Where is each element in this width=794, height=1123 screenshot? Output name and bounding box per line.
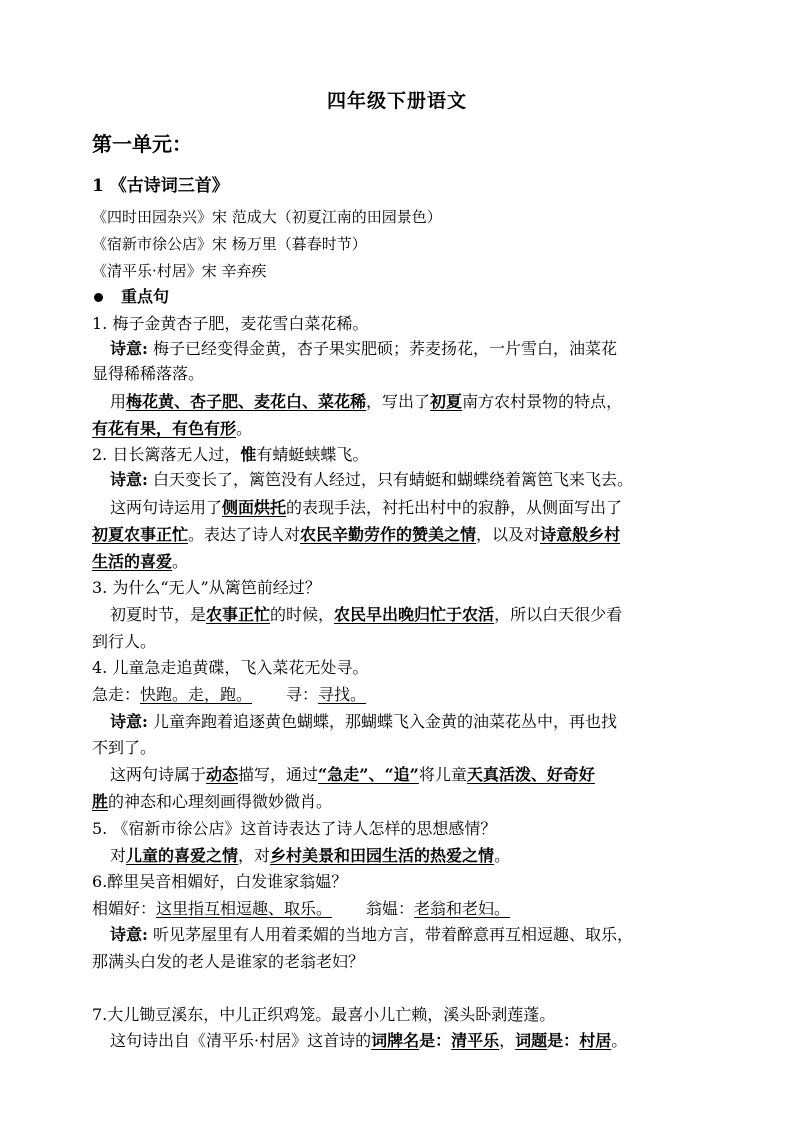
q1-line: 1. 梅子金黄杏子肥，麦花雪白菜花稀。 (92, 314, 369, 333)
section-label: 重点句 (121, 287, 170, 306)
q4-shiyi-cont: 不到了。 (92, 738, 157, 757)
key-phrase: 初夏 (430, 392, 463, 411)
word-label: 寻： (286, 685, 319, 704)
lesson-heading: 1 《古诗词三首》 (92, 176, 229, 196)
key-phrase: 农民早出晚归忙于农活 (334, 605, 495, 624)
text: 初夏时节，是 (110, 605, 207, 624)
key-phrase: 乡村美景和田园生活的热爱之情 (270, 846, 495, 865)
q2-analysis-end (92, 550, 188, 574)
q2-shiyi-text: 白天变长了，篱笆没有人经过，只有蜻蜓和蝴蝶绕着篱笆飞来飞去。 (147, 470, 634, 489)
text: 。表达了诗人对 (188, 525, 301, 544)
text: 这两句诗运用了 (110, 498, 223, 517)
q1-shiyi-text: 梅子已经变得金黄，杏子果实肥硕；荞麦扬花，一片雪白，油菜花 (147, 339, 618, 358)
text: 描写，通过 (238, 765, 319, 784)
q2-shiyi (110, 468, 633, 492)
text: 将儿童 (418, 765, 467, 784)
word-meaning: 快跑。走，跑。 (140, 685, 253, 704)
text: 这句诗出自《清平乐·村居》这首诗的 (110, 1031, 372, 1050)
text: ， (499, 1031, 516, 1050)
text: ，以及对 (476, 525, 541, 544)
key-phrase: 天真活泼、好奇好 (466, 765, 595, 784)
q6-shiyi-text: 听见茅屋里有人用着柔媚的当地方言，带着醉意再互相逗趣、取乐， (147, 925, 634, 944)
shiyi-label: 诗意: (110, 470, 148, 489)
text: 是： (547, 1031, 580, 1050)
text: 2. 日长篱落无人过， (92, 445, 241, 464)
shiyi-label: 诗意: (110, 925, 148, 944)
key-phrase: 生活的喜爱 (92, 552, 173, 571)
q1-analysis (110, 390, 622, 414)
text: 有蜻蜓蛱蝶飞。 (256, 445, 369, 464)
bullet-icon (94, 293, 103, 302)
text: 的时候， (270, 605, 335, 624)
shiyi-label: 诗意: (110, 712, 148, 731)
key-word: 惟 (240, 445, 257, 464)
key-phrase: 有花有果，有色有形 (92, 419, 237, 438)
q6-shiyi (110, 923, 633, 947)
q6-shiyi-cont: 那满头白发的老人是谁家的老翁老妇？ (92, 952, 365, 971)
text: 用 (110, 392, 127, 411)
text: 。 (494, 846, 511, 865)
q4-analysis-cont (92, 790, 332, 814)
text: 这两句诗属于 (110, 765, 207, 784)
q2-analysis-cont (92, 523, 620, 547)
key-phrase: 农事正忙 (206, 605, 271, 624)
word-label: 翁媪： (366, 899, 415, 918)
text: ，所以白天很少看 (494, 605, 623, 624)
shiyi-label: 诗意: (110, 339, 148, 358)
q7-answer (110, 1029, 627, 1053)
text: 。 (172, 552, 189, 571)
q4-line: 4. 儿童急走追黄碟，飞入菜花无处寻。 (92, 658, 369, 677)
key-phrase: 清平乐 (451, 1031, 500, 1050)
key-phrase: 动态 (206, 765, 239, 784)
key-phrase: 初夏农事正忙 (92, 525, 189, 544)
key-phrase: 村居 (579, 1031, 612, 1050)
poem-line-3: 《清平乐·村居》宋 辛弃疾 (92, 262, 267, 280)
key-phrase: “急走”、“追” (318, 765, 419, 784)
q6-words (92, 897, 510, 921)
word-meaning: 寻找。 (318, 685, 367, 704)
poem-line-2: 《宿新市徐公店》宋 杨万里（暮春时节） (92, 235, 367, 253)
key-phrase: 农民辛勤劳作的赞美之情 (300, 525, 477, 544)
text: 的表现手法，衬托出村中的寂静，从侧面写出了 (286, 498, 623, 517)
q2-line (92, 443, 368, 467)
word-meaning: 这里指互相逗趣、取乐。 (156, 899, 333, 918)
text: 。 (611, 1031, 628, 1050)
q5-line: 5. 《宿新市徐公店》这首诗表达了诗人怎样的思想感情？ (92, 819, 497, 838)
q3-line: 3. 为什么“无人”从篱笆前经过？ (92, 578, 321, 597)
poem-line-1: 《四时田园杂兴》宋 范成大（初夏江南的田园景色） (92, 208, 442, 226)
q4-shiyi-text: 儿童奔跑着追逐黄色蝴蝶，那蝴蝶飞入金黄的油菜花丛中，再也找 (147, 712, 618, 731)
section-heading (92, 285, 169, 309)
key-phrase: 侧面烘托 (222, 498, 287, 517)
q4-shiyi (110, 710, 617, 734)
q3-answer-cont: 到行人。 (92, 632, 157, 651)
q3-answer (110, 603, 622, 627)
key-phrase: 儿童的喜爱之情 (126, 846, 239, 865)
text: ，写出了 (366, 392, 431, 411)
key-phrase: 诗意般乡村 (540, 525, 621, 544)
text: 是： (419, 1031, 452, 1050)
q2-analysis (110, 496, 622, 520)
unit-heading: 第一单元： (92, 132, 192, 156)
q6-line: 6.醉里吴音相媚好，白发谁家翁媪？ (92, 872, 348, 891)
q1-shiyi (110, 337, 617, 361)
q7-line: 7.大儿锄豆溪东，中儿正织鸡笼。最喜小儿亡赖，溪头卧剥莲蓬。 (92, 1005, 556, 1024)
page-title: 四年级下册语文 (326, 90, 467, 112)
key-phrase: 词题 (515, 1031, 548, 1050)
word-meaning: 老翁和老妇。 (414, 899, 511, 918)
q4-words (92, 683, 366, 707)
text: 。 (236, 419, 253, 438)
word-label: 急走： (92, 685, 141, 704)
q1-analysis-cont (92, 417, 252, 441)
text: ，对 (238, 846, 271, 865)
text: 的神态和心理刻画得微妙微肖。 (108, 792, 333, 811)
key-phrase: 词牌名 (371, 1031, 420, 1050)
q5-answer (110, 844, 510, 868)
q4-analysis (110, 763, 595, 787)
key-phrase: 胜 (92, 792, 109, 811)
text: 对 (110, 846, 127, 865)
q1-shiyi-cont: 显得稀稀落落。 (92, 364, 205, 383)
word-label: 相媚好： (92, 899, 157, 918)
text: 南方农村景物的特点， (462, 392, 623, 411)
key-phrase: 梅花黄、杏子肥、麦花白、菜花稀 (126, 392, 367, 411)
